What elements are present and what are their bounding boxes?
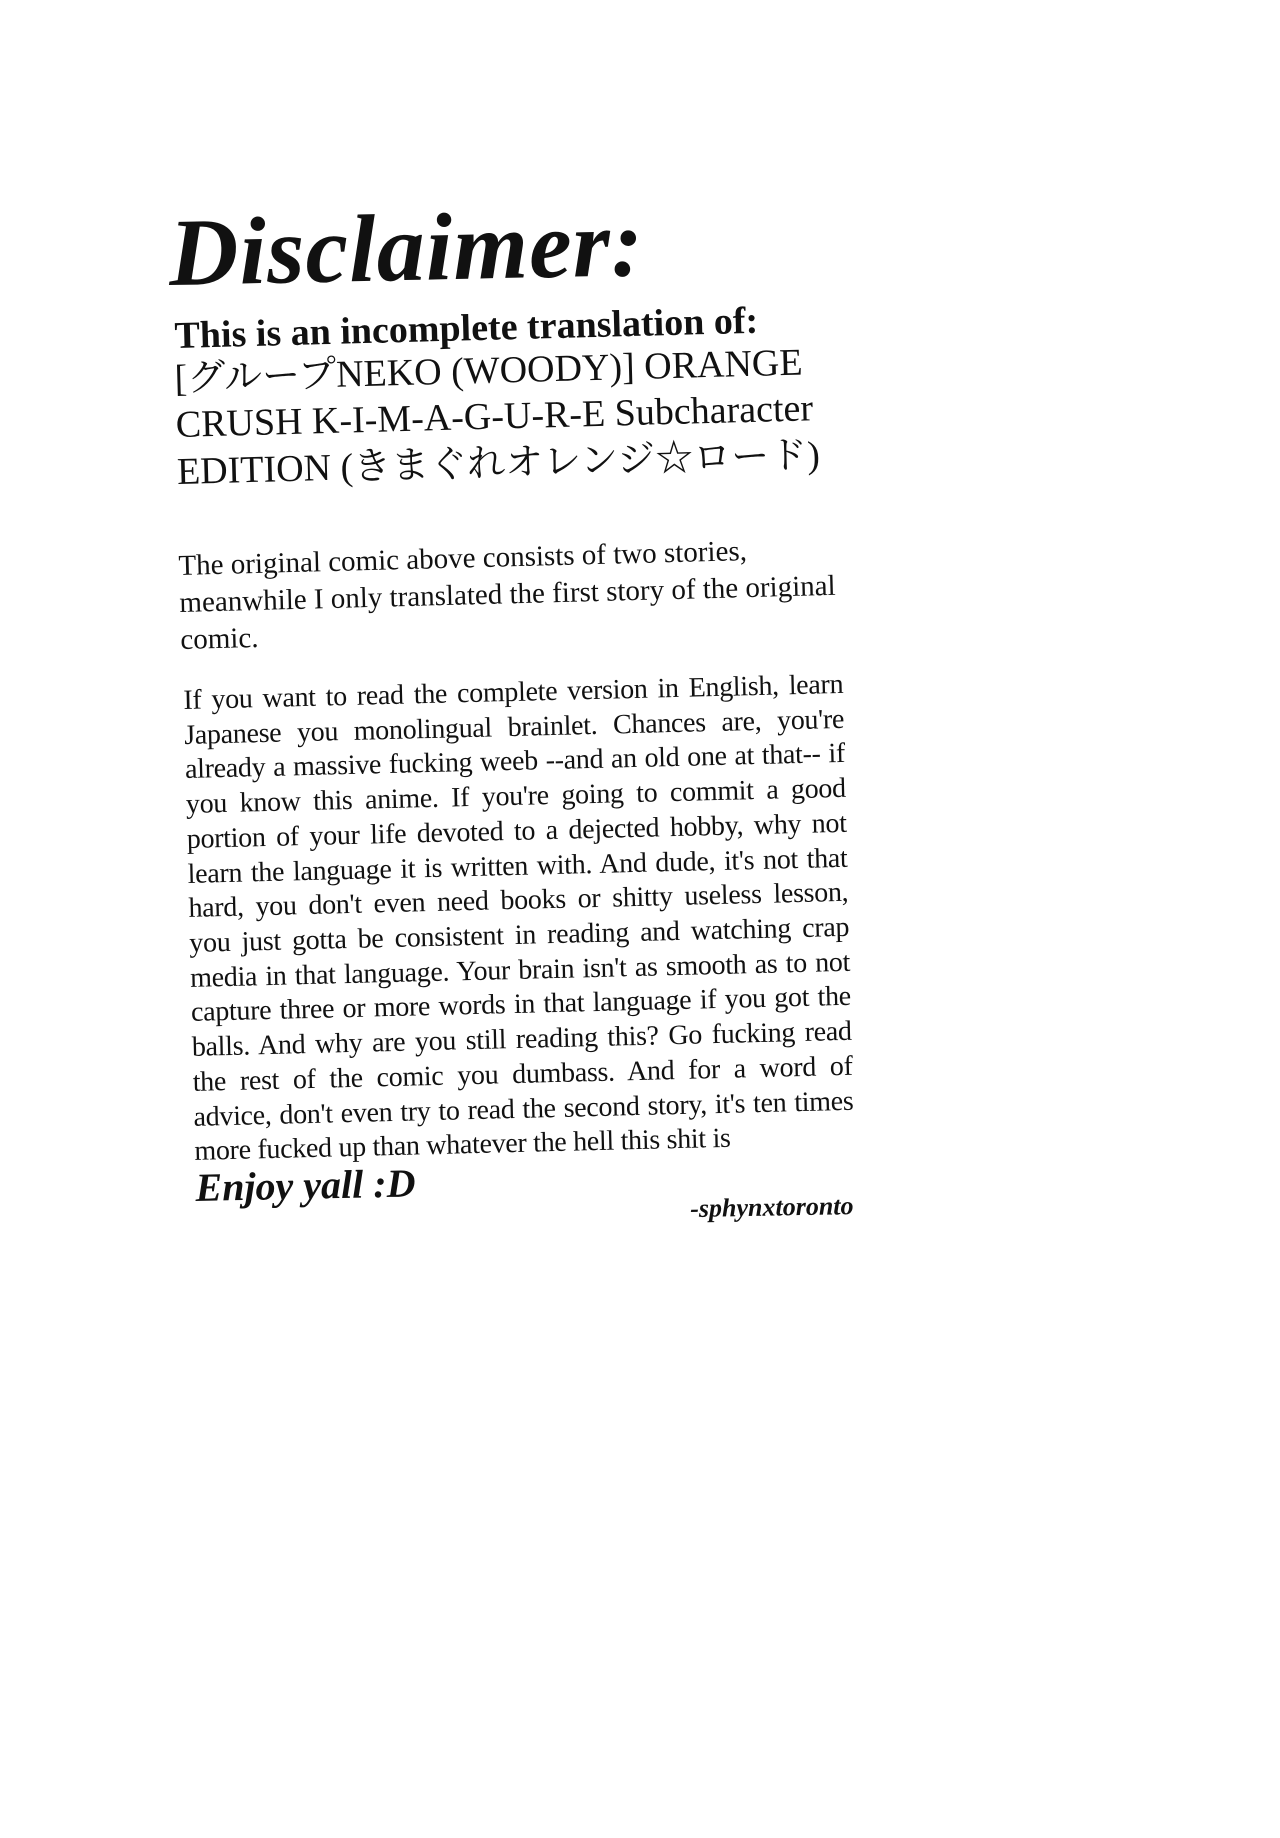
translation-subheading: This is an incomplete translation of:	[173, 299, 759, 357]
comic-title	[174, 337, 897, 495]
closing-line: Enjoy yall :D	[195, 1160, 416, 1210]
translation-note: The original comic above consists of two stories, meanwhile I only translated the first story of the original comic.	[178, 535, 836, 657]
comic-title-line: CRUSH K-I-M-A-G-U-R-E Subcharacter	[175, 387, 814, 447]
body-paragraph: If you want to read the complete version in English, learn Japanese you monolingual brainlet. Chances are, you're already a massive fucking weeb --and an old one at that-- if you know this anime. If you're going to commit a good portion of your life devoted to a dejected hobby, why not learn the language it is written with. And dude, it's not that hard, you don't even need books or shitty useless lesson, you just gotta be consistent in reading and watching crap media in that language. Your brain isn't as smooth as to not capture three or more words in that language if you got the balls. And why are you still reading this? Go fucking read the rest of the comic you dumbass. And for a word of advice, don't even try to read the second story, it's ten times more fucked up than whatever the hell this shit is	[183, 668, 854, 1168]
comic-title-line: [グループNEKO (WOODY)] ORANGE	[174, 341, 804, 400]
author-signature: -sphynxtoronto	[690, 1191, 854, 1223]
comic-title-line: EDITION (きまぐれオレンジ☆ロード)	[176, 433, 821, 493]
disclaimer-heading: Disclaimer:	[167, 189, 645, 306]
